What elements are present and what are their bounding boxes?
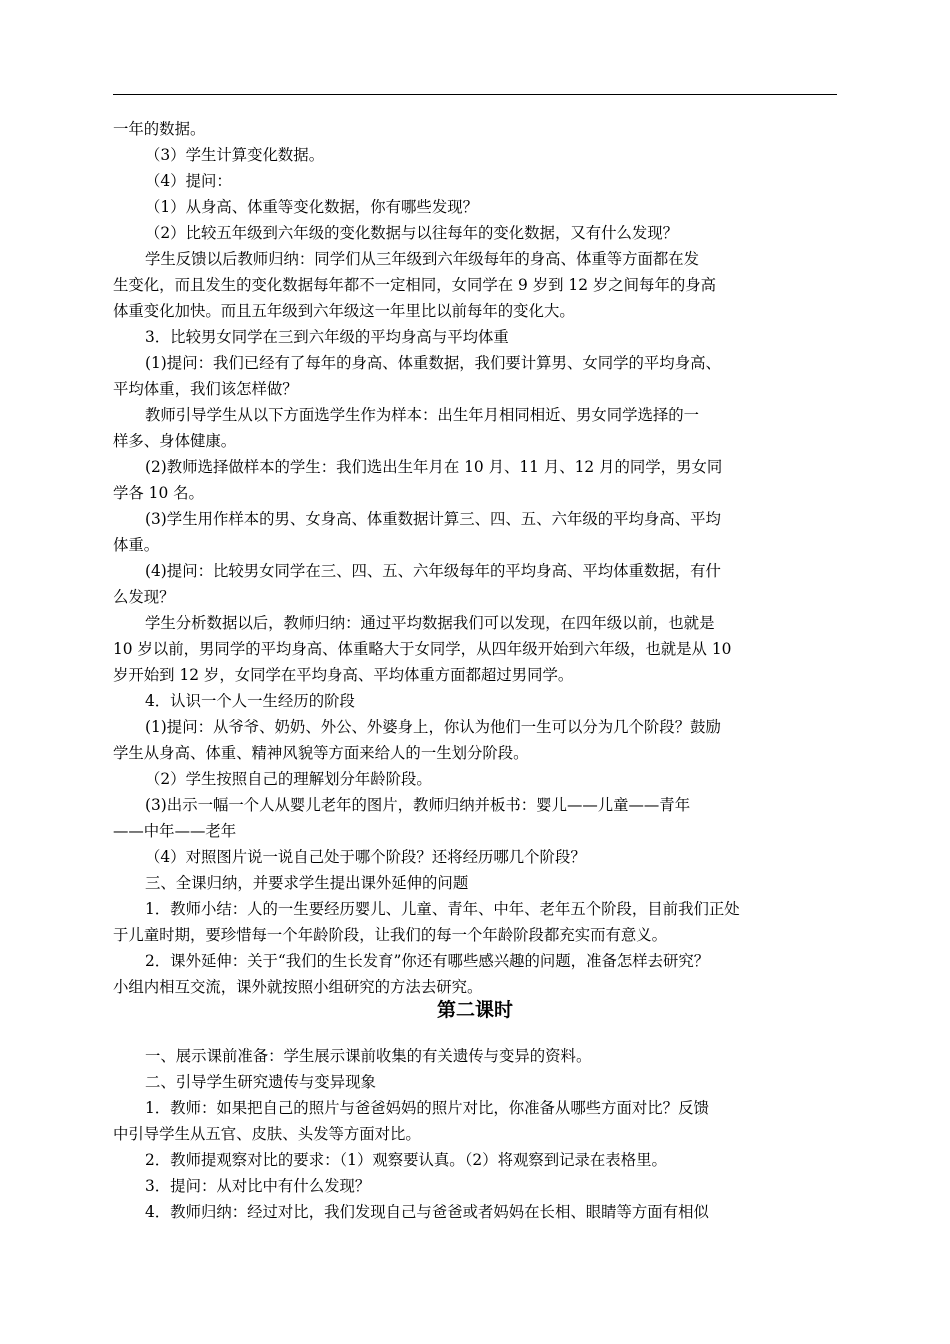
paragraph-line: 学各 10 名。 (113, 484, 204, 502)
paragraph-line: (4)提问：比较男女同学在三、四、五、六年级每年的平均身高、平均体重数据，有什 (145, 562, 721, 580)
paragraph-line: （2）学生按照自己的理解划分年龄阶段。 (145, 770, 432, 788)
paragraph-line: 体重。 (113, 536, 160, 554)
paragraph-line: （4）提问： (145, 172, 232, 190)
paragraph-line: (1)提问：从爷爷、奶奶、外公、外婆身上，你认为他们一生可以分为几个阶段？鼓励 (145, 718, 721, 736)
lesson-2-body (113, 1043, 837, 1225)
paragraph-line: 2．课外延伸：关于“我们的生长发育”你还有哪些感兴趣的问题，准备怎样去研究？ (145, 952, 710, 970)
paragraph-line: ——中年——老年 (113, 822, 237, 840)
paragraph-line: 样多、身体健康。 (113, 432, 237, 450)
paragraph-line: 10 岁以前，男同学的平均身高、体重略大于女同学，从四年级开始到六年级，也就是从 10 (113, 640, 732, 658)
paragraph-line: (2)教师选择做样本的学生：我们选出生年月在 10 月、11 月、12 月的同学，男女同 (145, 458, 723, 476)
paragraph-line: （3）学生计算变化数据。 (145, 146, 325, 164)
paragraph-line: 学生从身高、体重、精神风貌等方面来给人的一生划分阶段。 (113, 744, 529, 762)
paragraph-line: 平均体重，我们该怎样做？ (113, 380, 298, 398)
paragraph-line: 2．教师提观察对比的要求：（1）观察要认真。（2）将观察到记录在表格里。 (145, 1151, 667, 1169)
paragraph-line: 于儿童时期，要珍惜每一个年龄阶段，让我们的每一个年龄阶段都充实而有意义。 (113, 926, 668, 944)
paragraph-line: (3)出示一幅一个人从婴儿老年的图片，教师归纳并板书：婴儿——儿童——青年 (145, 796, 691, 814)
header-rule (113, 94, 837, 95)
paragraph-line: 一年的数据。 (113, 120, 206, 138)
paragraph-line: 1．教师小结：人的一生要经历婴儿、儿童、青年、中年、老年五个阶段，目前我们正处 (145, 900, 740, 918)
paragraph-line: (3)学生用作样本的男、女身高、体重数据计算三、四、五、六年级的平均身高、平均 (145, 510, 721, 528)
paragraph-line: 3．比较男女同学在三到六年级的平均身高与平均体重 (145, 328, 509, 346)
paragraph-line: 学生反馈以后教师归纳：同学们从三年级到六年级每年的身高、体重等方面都在发 (145, 250, 700, 268)
paragraph-line: 1．教师：如果把自己的照片与爸爸妈妈的照片对比，你准备从哪些方面对比？反馈 (145, 1099, 709, 1117)
paragraph-line: 二、引导学生研究遗传与变异现象 (145, 1073, 376, 1091)
paragraph-line: 岁开始到 12 岁，女同学在平均身高、平均体重方面都超过男同学。 (113, 666, 574, 684)
paragraph-line: 教师引导学生从以下方面选学生作为样本：出生年月相同相近、男女同学选择的一 (145, 406, 700, 424)
paragraph-line: 小组内相互交流，课外就按照小组研究的方法去研究。 (113, 978, 483, 996)
paragraph-line: 3．提问：从对比中有什么发现？ (145, 1177, 371, 1195)
paragraph-line: （2）比较五年级到六年级的变化数据与以往每年的变化数据，又有什么发现？ (145, 224, 679, 242)
paragraph-line: 么发现？ (113, 588, 175, 606)
paragraph-line: 一、展示课前准备：学生展示课前收集的有关遗传与变异的资料。 (145, 1047, 592, 1065)
paragraph-line: 4．教师归纳：经过对比，我们发现自己与爸爸或者妈妈在长相、眼睛等方面有相似 (145, 1203, 709, 1221)
paragraph-line: 体重变化加快。而且五年级到六年级这一年里比以前每年的变化大。 (113, 302, 575, 320)
paragraph-line: （4）对照图片说一说自己处于哪个阶段？还将经历哪几个阶段？ (145, 848, 586, 866)
paragraph-line: 学生分析数据以后，教师归纳：通过平均数据我们可以发现，在四年级以前，也就是 (145, 614, 715, 632)
paragraph-line: (1)提问：我们已经有了每年的身高、体重数据，我们要计算男、女同学的平均身高、 (145, 354, 721, 372)
paragraph-line: 生变化，而且发生的变化数据每年都不一定相同，女同学在 9 岁到 12 岁之间每年的身高 (113, 276, 717, 294)
paragraph-line: 中引导学生从五官、皮肤、头发等方面对比。 (113, 1125, 421, 1143)
lesson-1-body (113, 116, 837, 1000)
section-heading: 第二课时 (436, 999, 513, 1021)
paragraph-line: 三、全课归纳，并要求学生提出课外延伸的问题 (145, 874, 469, 892)
paragraph-line: （1）从身高、体重等变化数据，你有哪些发现？ (145, 198, 478, 216)
paragraph-line: 4．认识一个人一生经历的阶段 (145, 692, 355, 710)
